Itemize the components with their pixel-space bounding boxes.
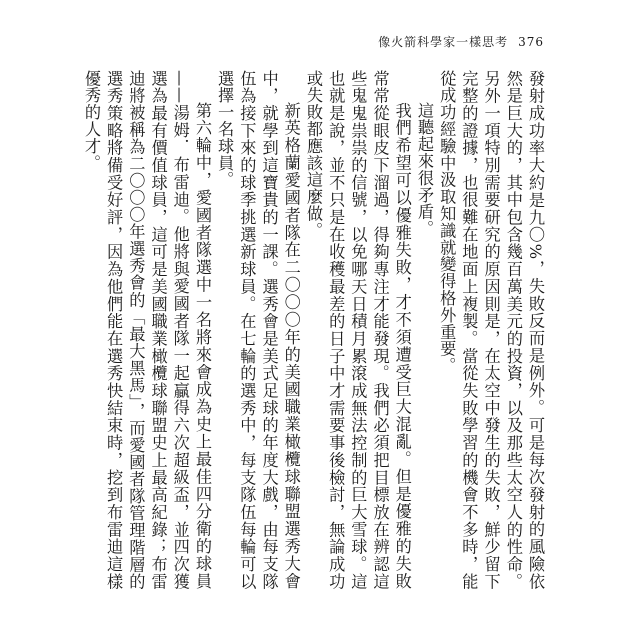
text-segment: 發射成功率大約是九〇%，失敗反而是例外。可是每次發射的風險依然是巨大的，其中包含幾百萬美元的投資，以及那些太空人的性命。另外一項特別需要研究的原因則是，在太空中發生的失敗，鮮少留下完整的證據，也很難在地面上複製。當從失敗學習的機會不多時，能從成功經驗中汲取知識就變得格外重要。 (437, 70, 545, 590)
page-number: 376 (518, 35, 544, 49)
book-title: 像火箭科學家一樣思考 (378, 35, 509, 49)
text-segment: 這聽起來很矛盾。 (414, 102, 434, 238)
body-text (80, 70, 546, 590)
paragraph (80, 70, 213, 590)
text-segment: 新英格蘭愛國者隊在二〇〇〇年的美國職業橄欖球聯盟選秀大會中，就學到這寶貴的一課。選秀會是美式足球的年度大戲，由每支隊伍為接下來的球季挑選新球員。在七輪的選秀中，每支隊伍每輪可以選擇一名球員。 (215, 70, 301, 590)
paragraph (302, 70, 413, 590)
running-header (378, 33, 544, 50)
paragraph (435, 70, 546, 590)
paragraph (413, 70, 435, 590)
paragraph (213, 70, 302, 590)
text-segment: 第六輪中，愛國者隊選中一名將來會成為史上最佳四分衛的球員——湯姆．布雷迪。他將與愛國者隊一起贏得六次超級盃，並四次獲選為最有價值球員，這可是美國職業橄欖球聯盟史上最高紀錄；布雷迪將被稱為二〇〇〇年選秀會的「最大黑馬」，而愛國者隊管理階層的選秀策略將備受好評，因為他們能在選秀快結束時，挖到布雷迪這樣優秀的人才。 (81, 70, 212, 590)
text-segment: 我們希望可以優雅失敗，才不須遭受巨大混亂。但是優雅的失敗常常從眼皮下溜過，得夠專注才能發現。我們必須把目標放在辨認這些鬼鬼祟祟的信號，以免哪天日積月累滾成無法控制的巨大雪球。這也就是說，並不只是在收穫最差的日子中才需要事後檢討，無論成功或失敗都應該這麼做。 (303, 70, 412, 590)
